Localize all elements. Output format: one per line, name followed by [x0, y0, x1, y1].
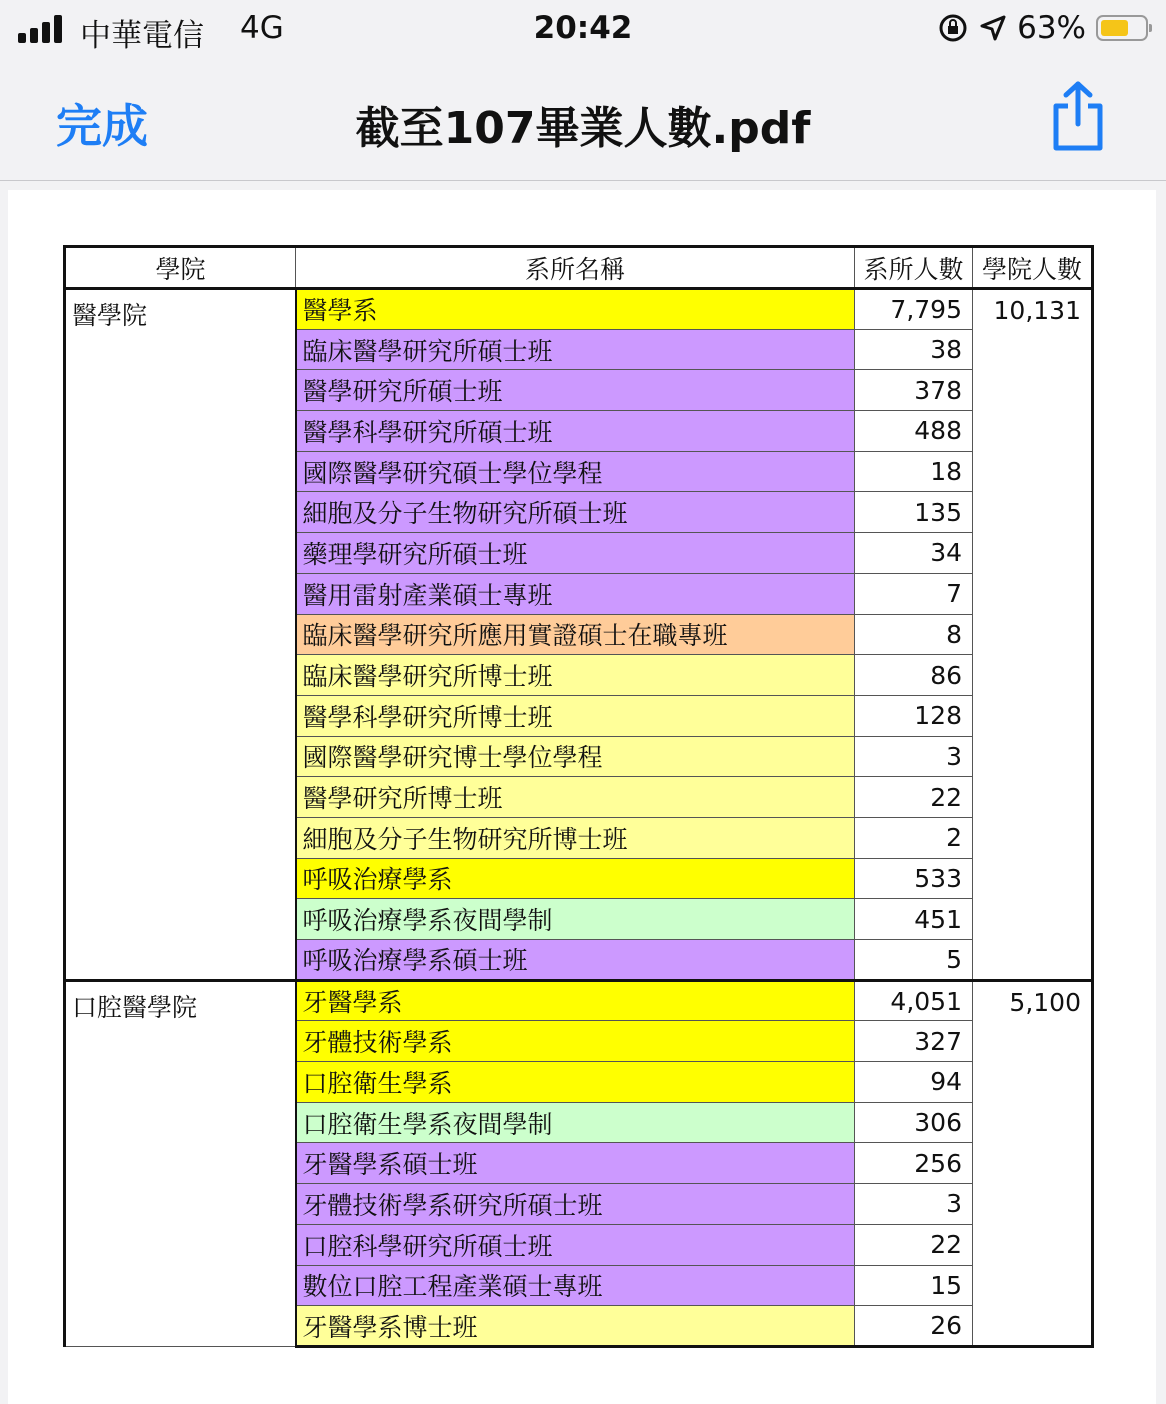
department-count-cell: 34: [855, 533, 973, 574]
department-name-cell: 臨床醫學研究所碩士班: [296, 329, 855, 370]
table-body: [65, 289, 1093, 1347]
battery-percent: 63%: [1017, 10, 1086, 46]
department-name-cell: 醫學研究所碩士班: [296, 370, 855, 411]
department-count-cell: 451: [855, 899, 973, 940]
department-count-cell: 3: [855, 736, 973, 777]
department-count-cell: 86: [855, 655, 973, 696]
department-name-cell: 牙醫學系碩士班: [296, 1143, 855, 1184]
department-count-cell: 4,051: [855, 980, 973, 1021]
department-name-cell: 呼吸治療學系碩士班: [296, 940, 855, 981]
department-count-cell: 378: [855, 370, 973, 411]
department-name-cell: 細胞及分子生物研究所博士班: [296, 817, 855, 858]
department-count-cell: 26: [855, 1306, 973, 1347]
department-name-cell: 醫學系: [296, 289, 855, 330]
department-count-cell: 2: [855, 817, 973, 858]
department-count-cell: 7: [855, 573, 973, 614]
table-row: [65, 289, 1093, 330]
department-name-cell: 口腔科學研究所碩士班: [296, 1224, 855, 1265]
department-name-cell: 醫學科學研究所博士班: [296, 695, 855, 736]
status-time: 20:42: [533, 10, 633, 46]
department-count-cell: 256: [855, 1143, 973, 1184]
department-name-cell: 藥理學研究所碩士班: [296, 533, 855, 574]
college-total-cell: 5,100: [973, 980, 1093, 1346]
table-header-row: [65, 247, 1093, 289]
department-name-cell: 國際醫學研究博士學位學程: [296, 736, 855, 777]
status-bar: [0, 0, 1166, 60]
department-name-cell: 臨床醫學研究所博士班: [296, 655, 855, 696]
department-name-cell: 口腔衛生學系: [296, 1062, 855, 1103]
share-icon[interactable]: [1048, 80, 1108, 152]
header-college-count: 學院人數: [973, 247, 1093, 289]
department-name-cell: 牙醫學系博士班: [296, 1306, 855, 1347]
department-name-cell: 醫學研究所博士班: [296, 777, 855, 818]
department-count-cell: 22: [855, 777, 973, 818]
department-name-cell: 數位口腔工程產業碩士專班: [296, 1265, 855, 1306]
department-count-cell: 327: [855, 1021, 973, 1062]
department-count-cell: 533: [855, 858, 973, 899]
department-name-cell: 醫用雷射產業碩士專班: [296, 573, 855, 614]
status-right: [937, 10, 1148, 46]
header-dept-count: 系所人數: [855, 247, 973, 289]
page-title: 截至107畢業人數.pdf: [355, 103, 811, 154]
department-count-cell: 306: [855, 1102, 973, 1143]
department-name-cell: 國際醫學研究碩士學位學程: [296, 451, 855, 492]
department-count-cell: 8: [855, 614, 973, 655]
department-count-cell: 38: [855, 329, 973, 370]
department-name-cell: 呼吸治療學系夜間學制: [296, 899, 855, 940]
header-department: 系所名稱: [296, 247, 855, 289]
header-college: 學院: [65, 247, 296, 289]
location-icon: [979, 14, 1007, 42]
battery-icon: [1096, 15, 1148, 41]
department-count-cell: 22: [855, 1224, 973, 1265]
rotation-lock-icon: [937, 12, 969, 44]
department-name-cell: 牙體技術學系: [296, 1021, 855, 1062]
department-name-cell: 牙醫學系: [296, 980, 855, 1021]
department-count-cell: 94: [855, 1062, 973, 1103]
department-count-cell: 128: [855, 695, 973, 736]
department-count-cell: 5: [855, 940, 973, 981]
college-total-cell: 10,131: [973, 289, 1093, 981]
department-count-cell: 135: [855, 492, 973, 533]
department-count-cell: 3: [855, 1184, 973, 1225]
department-count-cell: 15: [855, 1265, 973, 1306]
department-name-cell: 口腔衛生學系夜間學制: [296, 1102, 855, 1143]
department-name-cell: 醫學科學研究所碩士班: [296, 411, 855, 452]
college-cell: 醫學院: [65, 289, 296, 981]
nav-bar: [0, 60, 1166, 181]
department-count-cell: 7,795: [855, 289, 973, 330]
table-row: [65, 980, 1093, 1021]
college-cell: 口腔醫學院: [65, 980, 296, 1346]
graduates-table: [63, 245, 1094, 1348]
carrier-name: 中華電信: [80, 18, 204, 54]
department-name-cell: 細胞及分子生物研究所碩士班: [296, 492, 855, 533]
done-button[interactable]: 完成: [56, 99, 148, 153]
department-name-cell: 臨床醫學研究所應用實證碩士在職專班: [296, 614, 855, 655]
department-name-cell: 呼吸治療學系: [296, 858, 855, 899]
department-count-cell: 18: [855, 451, 973, 492]
pdf-page[interactable]: [8, 190, 1156, 1404]
department-count-cell: 488: [855, 411, 973, 452]
network-type: 4G: [240, 10, 284, 46]
department-name-cell: 牙體技術學系研究所碩士班: [296, 1184, 855, 1225]
